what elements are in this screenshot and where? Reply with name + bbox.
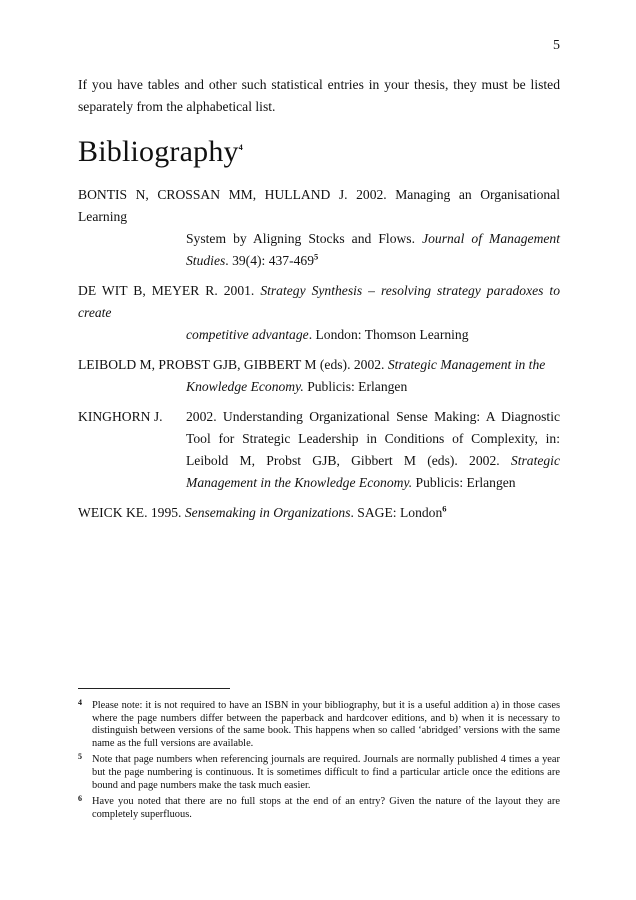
bib-entry-bontis	[78, 184, 560, 272]
entry-lead: BONTIS N, CROSSAN MM, HULLAND J. 2002. Managing an Organisational Learning	[78, 187, 560, 224]
entry-title-cont: Knowledge Economy.	[186, 379, 304, 394]
entry-continuation	[78, 324, 560, 346]
main-content	[78, 74, 560, 532]
page-number: 5	[553, 38, 560, 53]
bib-entry-weick	[78, 502, 560, 524]
entry-continuation	[78, 376, 560, 398]
entry-body: 2002. Understanding Organizational Sense Making: A Diagnostic Tool for Strategic Leadership in Conditions of Complexity, in: Leibold M, Probst GJB, Gibbert M (eds). 2002.	[186, 409, 560, 468]
entry-text: System by Aligning Stocks and Flows.	[186, 231, 423, 246]
entry-title: Strategy Synthesis – resolving strategy paradoxes to create	[78, 283, 561, 320]
entry-title: Sensemaking in Organizations	[184, 505, 351, 520]
entry-journal: Journal of Management Studies	[186, 231, 560, 268]
footnote-6	[78, 796, 560, 821]
footnote-divider	[78, 688, 230, 689]
bib-entry-dewit	[78, 280, 560, 346]
footnote-5	[78, 754, 560, 792]
entry-end: Publicis: Erlangen	[412, 475, 516, 490]
heading-footnote-ref[interactable]: 4	[238, 143, 243, 152]
footnote-text: Note that page numbers when referencing journals are required. Journals are normally published 4 times a year but the page numbering is continuous. It is sometimes difficult to find a particular article once the editions are bound and page numbers make the task much easier.	[92, 754, 560, 791]
entry-title: Strategic Management in the	[387, 357, 546, 372]
footnote-number: 4	[78, 698, 82, 707]
footnote-ref-6[interactable]: 6	[442, 503, 447, 514]
entry-end: Publicis: Erlangen	[303, 379, 408, 394]
entry-title-cont: competitive advantage	[186, 327, 309, 342]
entry-title: Strategic Management in the Knowledge Economy.	[186, 453, 560, 490]
entry-author: KINGHORN J.	[78, 409, 163, 424]
footnote-4	[78, 700, 560, 750]
entry-continuation	[78, 228, 560, 272]
entry-end: . 39(4): 437-469	[225, 253, 315, 268]
entry-lead: WEICK KE. 1995.	[78, 505, 185, 520]
entry-end: . London: Thomson Learning	[308, 327, 469, 342]
intro-paragraph: If you have tables and other such statistical entries in your thesis, they must be listed separately from the alphabetical list.	[78, 77, 560, 114]
heading-text: Bibliography	[78, 135, 239, 168]
bib-entry-leibold	[78, 354, 560, 398]
footnote-number: 6	[78, 794, 82, 804]
bibliography-heading	[78, 130, 560, 170]
bib-entry-kinghorn	[78, 406, 560, 494]
entry-lead: LEIBOLD M, PROBST GJB, GIBBERT M (eds). 2002.	[78, 357, 388, 372]
footnote-text: Please note: it is not required to have an ISBN in your bibliography, but it is a useful addition a) in those cases where the page numbers differ between the paperback and hardcover editions, and b) when it is necessary to distinguish between versions of the same book. This happens when so called ‘abridged’ versions with the same name as the full versions are available.	[92, 700, 560, 749]
entry-end: . SAGE: London	[350, 505, 443, 520]
footnote-text: Have you noted that there are no full stops at the end of an entry? Given the nature of the layout they are completely superfluous.	[92, 796, 560, 820]
entry-lead: DE WIT B, MEYER R. 2001.	[78, 283, 261, 298]
footnote-ref-5[interactable]: 5	[314, 251, 319, 262]
footnotes	[78, 700, 560, 825]
footnote-number: 5	[78, 752, 82, 762]
